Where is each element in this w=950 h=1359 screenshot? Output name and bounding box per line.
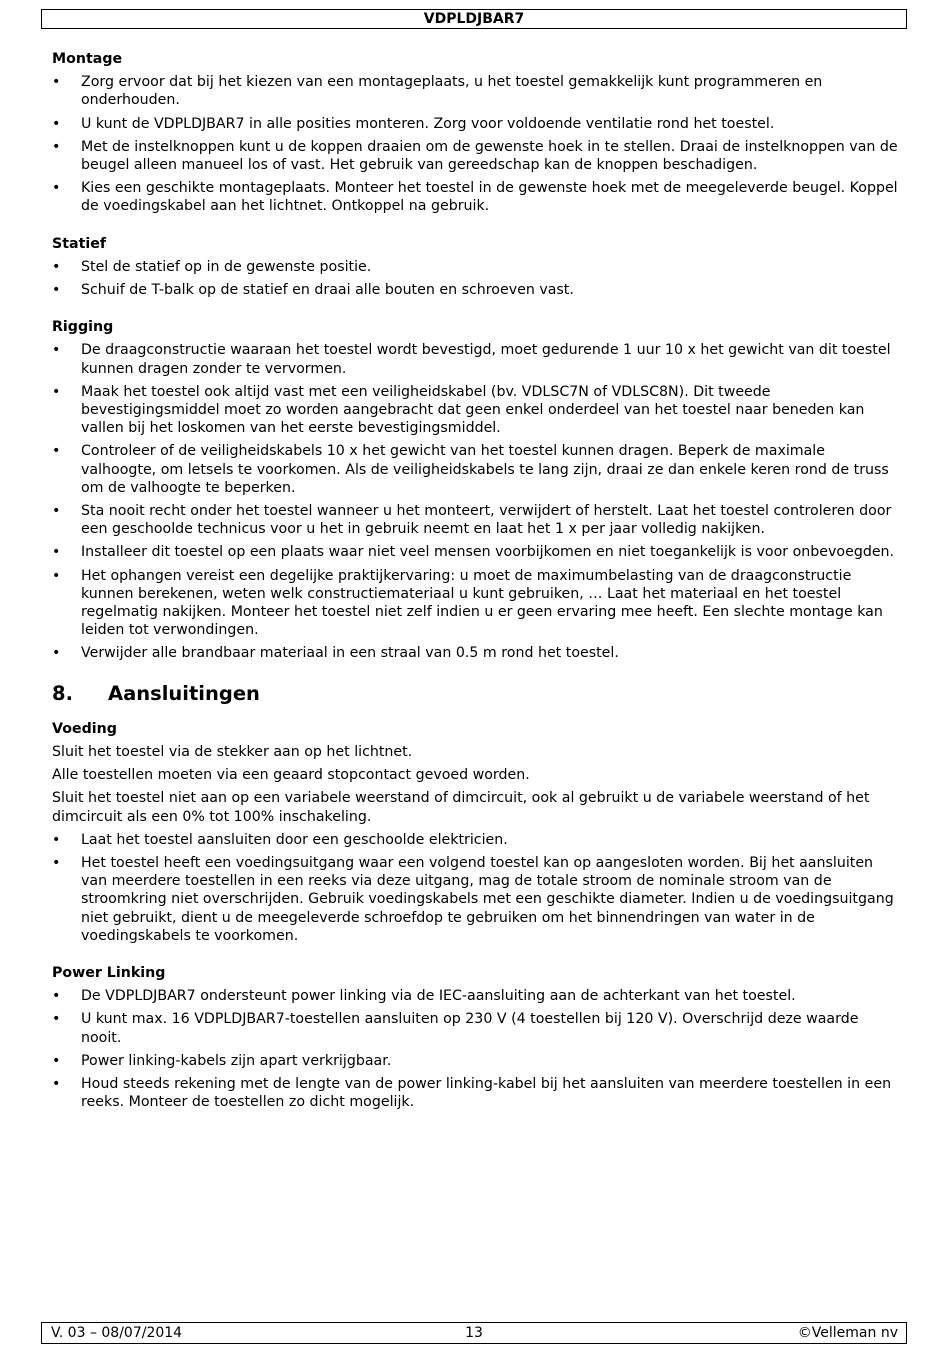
footer-page-number: 13 [465,1325,483,1341]
bullet-icon: • [52,74,61,91]
bullet-list [52,831,902,945]
section-voeding [52,720,902,945]
list-item [52,854,902,945]
footer-version: V. 03 – 08/07/2014 [51,1325,183,1341]
header-title: VDPLDJBAR7 [423,11,525,27]
section-montage [52,50,902,216]
section-power-linking [52,964,902,1111]
list-item-text: U kunt de VDPLDJBAR7 in alle posities monteren. Zorg voor voldoende ventilatie rond het toestel. [81,115,775,132]
bullet-icon: • [52,115,61,132]
chapter-heading [52,682,902,706]
section-rigging [52,318,902,662]
section-title: Voeding [52,720,117,737]
list-item-text: Het ophangen vereist een degelijke praktijkervaring: u moet de maximumbelasting van de draagconstructie kunnen berekenen, weten welk constructiemateriaal u kunt gebruiken, … Laat het materiaal en het toestel regelmatig nakijken. Monteer het toestel niet zelf indien u er geen ervaring mee heeft. Een slechte montage kan leiden tot verwondingen. [81,567,883,639]
list-item [52,1075,902,1111]
list-item [52,115,902,133]
list-item [52,987,902,1005]
list-item-text: Zorg ervoor dat bij het kiezen van een montageplaats, u het toestel gemakkelijk kunt programmeren en onderhouden. [81,74,823,109]
list-item [52,138,902,174]
section-title: Rigging [52,319,114,336]
list-item [52,281,902,299]
list-item [52,644,902,662]
list-item [52,341,902,377]
bullet-list [52,73,902,215]
bullet-icon: • [52,383,61,400]
bullet-icon: • [52,854,61,871]
bullet-icon: • [52,258,61,275]
list-item-text: Stel de statief op in de gewenste positie. [81,258,372,275]
bullet-icon: • [52,138,61,155]
bullet-icon: • [52,342,61,359]
list-item-text: De VDPLDJBAR7 ondersteunt power linking via de IEC-aansluiting aan de achterkant van het toestel. [81,988,796,1005]
footer-copyright: ©Velleman nv [797,1325,898,1341]
bullet-list [52,341,902,662]
bullet-icon: • [52,503,61,520]
paragraph: Alle toestellen moeten via een geaard stopcontact gevoed worden. [52,767,530,784]
bullet-list [52,258,902,299]
list-item-text: U kunt max. 16 VDPLDJBAR7-toestellen aansluiten op 230 V (4 toestellen bij 120 V). Overschrijd deze waarde nooit. [81,1011,859,1046]
list-item-text: Laat het toestel aansluiten door een geschoolde elektricien. [81,831,508,848]
section-title: Statief [52,235,107,252]
list-item [52,383,902,438]
list-item-text: Met de instelknoppen kunt u de koppen draaien om de gewenste hoek in te stellen. Draai de instelknoppen van de beugel alleen manueel los of vast. Het gebruik van gereedschap kan de knoppen beschadigen. [81,138,898,174]
bullet-icon: • [52,1011,61,1028]
list-item-text: Verwijder alle brandbaar materiaal in een straal van 0.5 m rond het toestel. [81,645,619,662]
list-item-text: Power linking-kabels zijn apart verkrijgbaar. [81,1052,392,1069]
list-item-text: Sta nooit recht onder het toestel wanneer u het monteert, verwijdert of herstelt. Laat het toestel controleren door een geschoolde technicus voor u het in gebruik neemt en laat het 1 x per jaar volledig nakijken. [81,503,892,538]
paragraph: Sluit het toestel via de stekker aan op het lichtnet. [52,743,413,760]
list-item-text: Houd steeds rekening met de lengte van de power linking-kabel bij het aansluiten van meerdere toestellen in een reeks. Monteer de toestellen zo dicht mogelijk. [81,1075,892,1111]
list-item-text: De draagconstructie waaraan het toestel wordt bevestigd, moet gedurende 1 uur 10 x het gewicht van dit toestel kunnen dragen zonder te vervormen. [81,342,891,377]
bullet-list [52,987,902,1111]
list-item [52,1052,902,1070]
list-item [52,73,902,109]
page-header [41,9,907,29]
bullet-icon: • [52,988,61,1005]
list-item-text: Het toestel heeft een voedingsuitgang waar een volgend toestel kan op aangesloten worden. Bij het aansluiten van meerdere toestellen in een reeks via deze uitgang, mag de totale stroom de nominale stroom van de stroomkring niet overschrijden. Gebruik voedingskabels met een geschikte diameter. Indien u de voedingsuitgang niet gebruikt, dient u de meegeleverde schroefdop te gebruiken om het binnendringen van water in de voedingskabels te voorkomen. [81,854,894,944]
bullet-icon: • [52,180,61,197]
list-item [52,258,902,276]
bullet-icon: • [52,544,61,561]
bullet-icon: • [52,1052,61,1069]
list-item-text: Installeer dit toestel op een plaats waar niet veel mensen voorbijkomen en niet toegankelijk is voor onbevoegden. [81,544,895,561]
paragraph: Sluit het toestel niet aan op een variabele weerstand of dimcircuit, ook al gebruikt u de variabele weerstand of het dimcircuit als een 0% tot 100% inschakeling. [52,790,870,825]
bullet-icon: • [52,645,61,662]
list-item [52,179,902,215]
bullet-icon: • [52,1075,61,1092]
list-item-text: Schuif de T-balk op de statief en draai alle bouten en schroeven vast. [81,282,574,299]
chapter-title: Aansluitingen [108,681,260,705]
list-item-text: Maak het toestel ook altijd vast met een veiligheidskabel (bv. VDLSC7N of VDLSC8N). Dit tweede bevestigingsmiddel moet zo worden aangebracht dat geen enkel onderdeel van het toestel naar beneden kan vallen bij het loskomen van het eerste bevestigingsmiddel. [81,383,865,437]
list-item [52,831,902,849]
page-footer [41,1322,907,1344]
section-title: Power Linking [52,964,166,981]
bullet-icon: • [52,567,61,584]
list-item [52,567,902,640]
bullet-icon: • [52,443,61,460]
list-item-text: Kies een geschikte montageplaats. Monteer het toestel in de gewenste hoek met de meegeleverde beugel. Koppel de voedingskabel aan het lichtnet. Ontkoppel na gebruik. [81,180,898,215]
list-item [52,502,902,538]
list-item-text: Controleer of de veiligheidskabels 10 x het gewicht van het toestel kunnen dragen. Beperk de maximale valhoogte, om letsels te voorkomen. Als de veiligheidskabels te lang zijn, draai ze dan enkele keren rond de truss om de valhoogte te beperken. [81,443,889,496]
list-item [52,442,902,497]
section-statief [52,235,902,300]
page-content [52,50,902,1130]
bullet-icon: • [52,831,61,848]
chapter-number: 8. [52,681,73,705]
section-title: Montage [52,51,123,67]
list-item [52,1010,902,1046]
list-item [52,543,902,561]
bullet-icon: • [52,282,61,299]
